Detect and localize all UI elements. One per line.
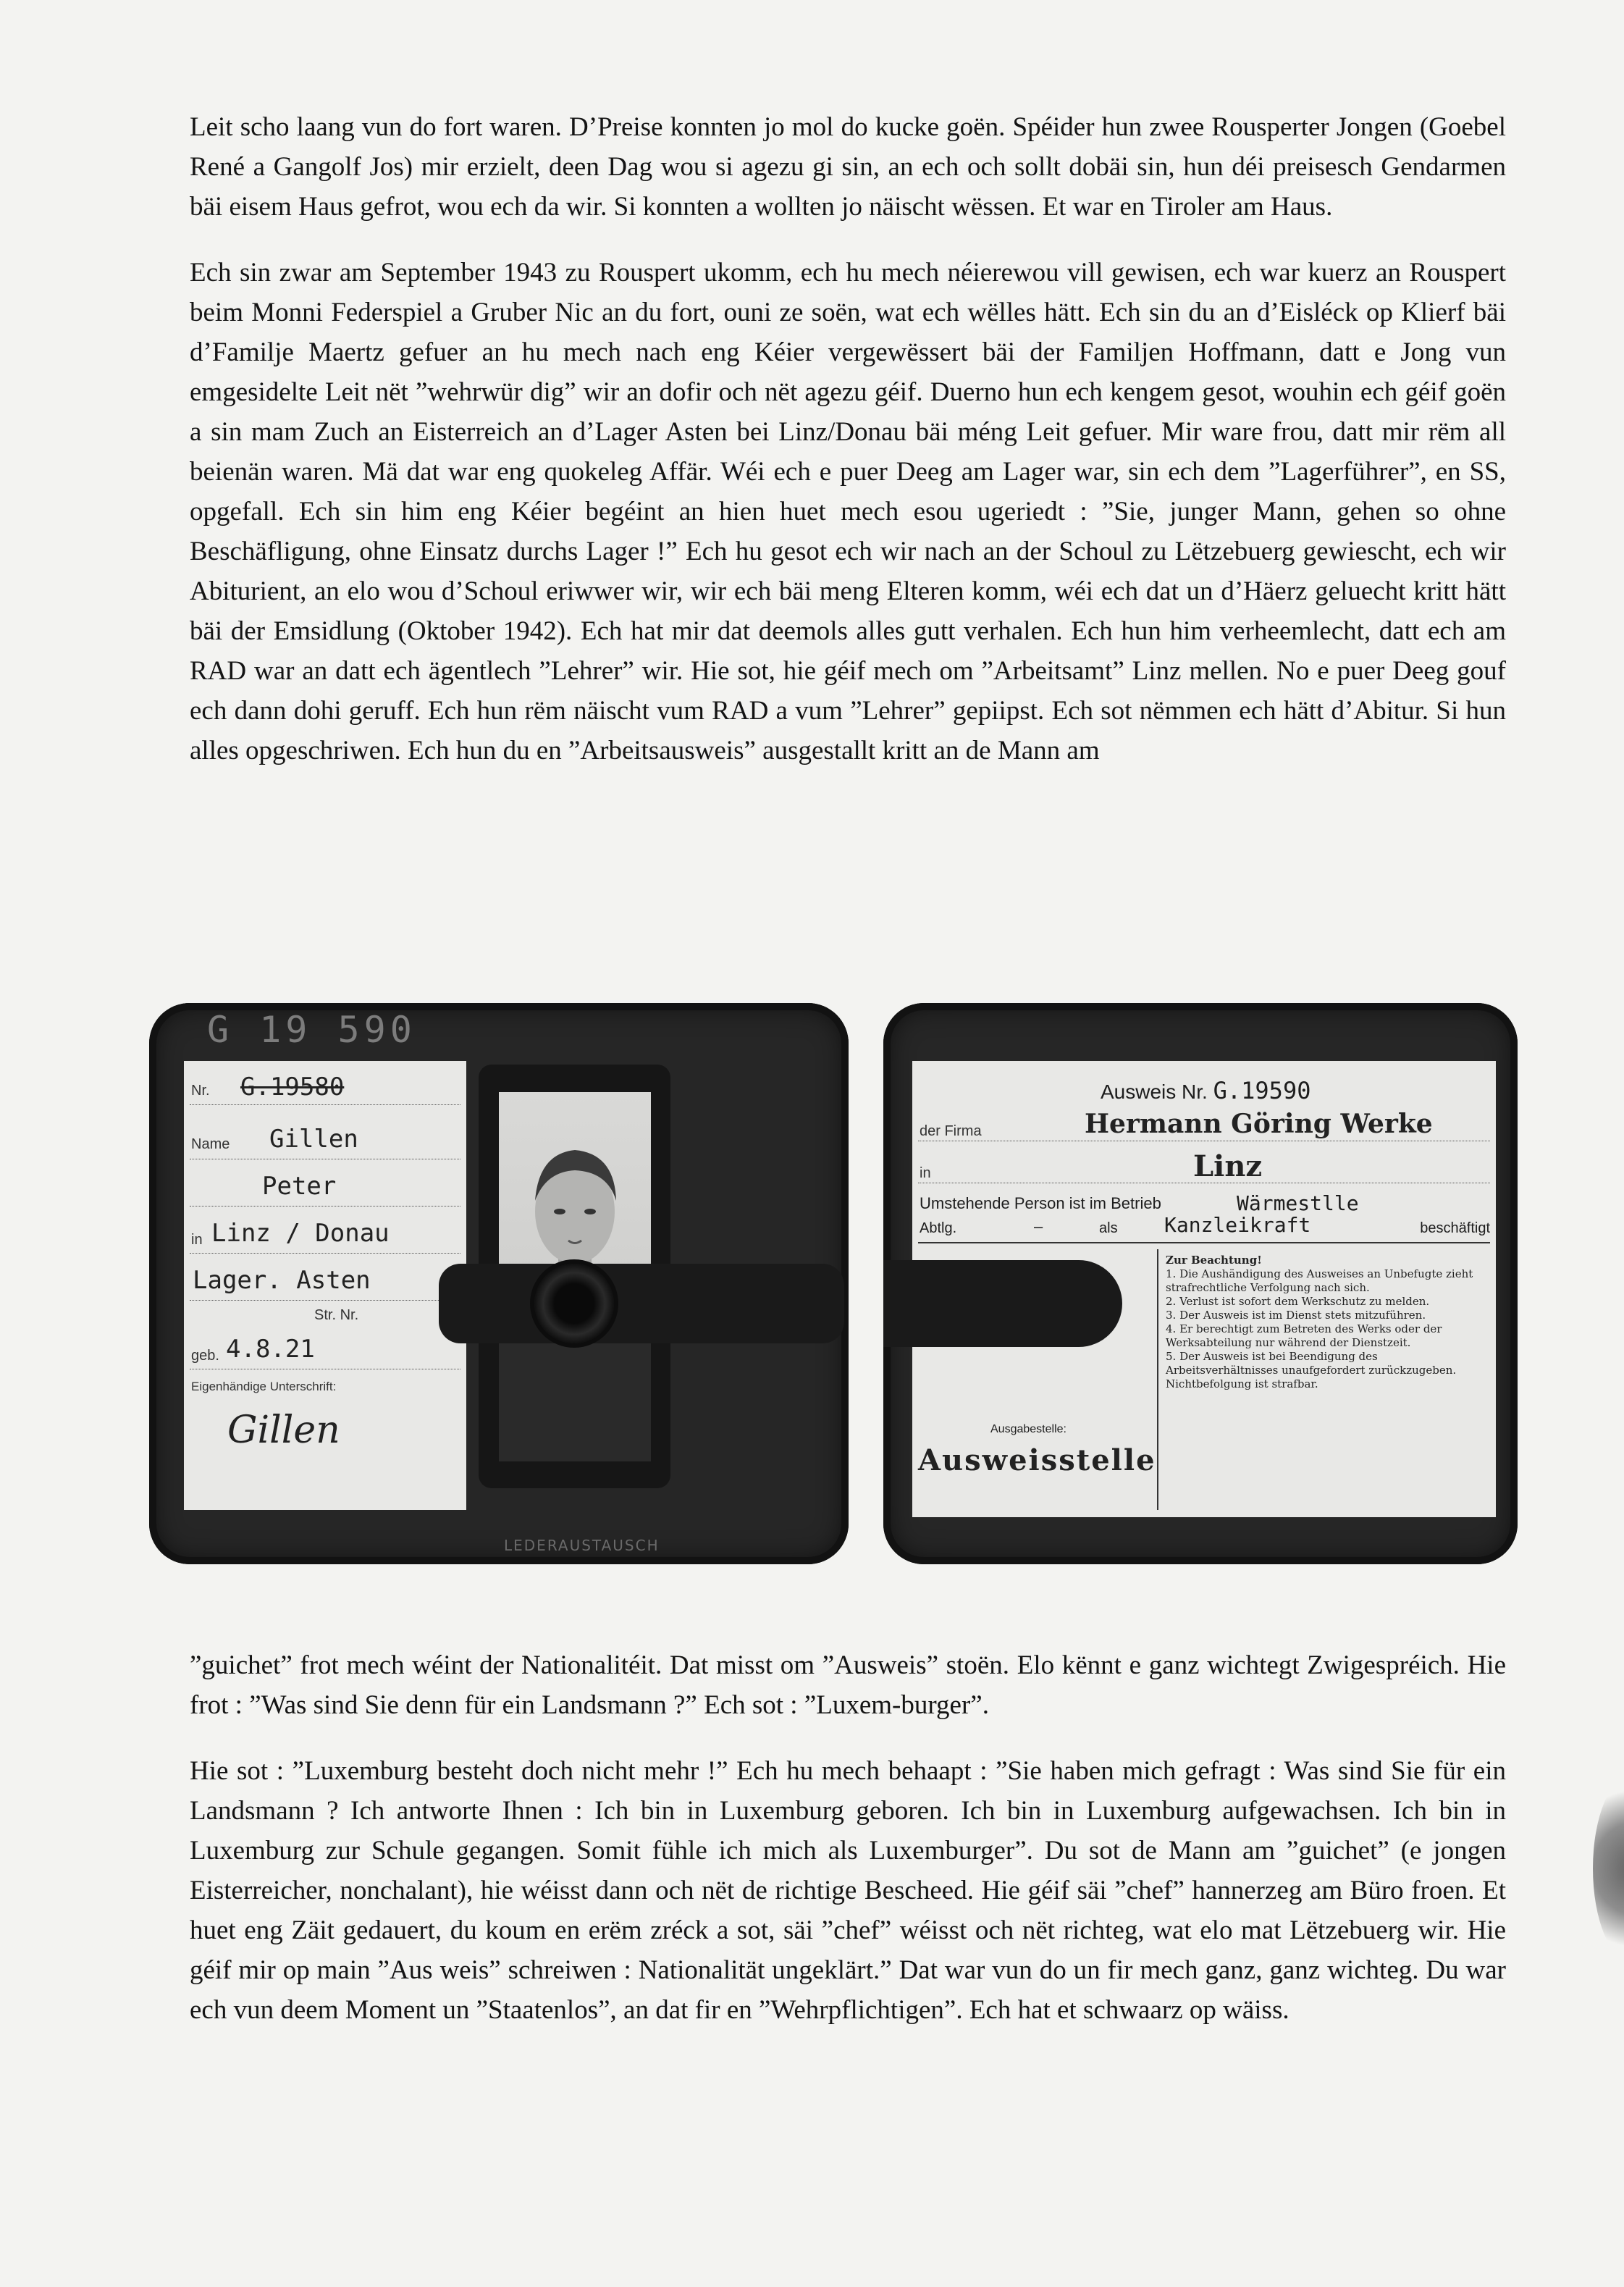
- als-label: als: [1099, 1220, 1118, 1236]
- page-edge-shadow: [1593, 1774, 1624, 1963]
- firstname: Peter: [262, 1172, 337, 1201]
- notice-list: [1166, 1254, 1484, 1391]
- street-label: Str. Nr.: [314, 1307, 359, 1323]
- paragraph: Hie sot : ”Luxemburg besteht doch nicht mehr !” Ech hu mech behaapt : ”Sie haben mich gefragt : Was sind Sie für ein Landsmann ? Ich antworte Ihnen : Ich bin in Luxemburg geboren. Ich bin in Luxemburg aufgewachsen. Ich bin in Luxemburg zur Schule gegangen. Somit fühle ich mich als Luxemburger”. Du sot de Mann am ”guichet” (e jongen Eisterreicher, nonchalant), hie wéisst dann och nët de richtige Bescheed. Hie géif säi ”chef” hannerzeg am Büro froen. Et huet eng Zäit gedauert, du koum en erëm zréck a sot, säi ”chef” wéisst och nët richteg, wat elo mat Lëtzebuerg wir. Hie géif mir op main ”Aus weis” schreiwen : Nationalität ungeklärt.” Dat war vun do un fir mech ganz, ganz wichteg. Du war ech vun deem Moment un ”Staatenlos”, an dat fir en ”Wehrpflichtigen”. Ech hat et schwaarz op wäiss.: [190, 1756, 1506, 2025]
- id-card-left: [149, 1003, 849, 1564]
- umstehende-text: Umstehende Person ist im Betrieb: [920, 1194, 1161, 1212]
- card-number: G.19580: [240, 1073, 345, 1101]
- ausweis-number: G.19590: [1213, 1077, 1311, 1104]
- notice-item: 5. Der Ausweis ist bei Beendigung des Arbeitsverhältnisses unaufgefordert zurückzugeben. Nichtbefolgung ist strafbar.: [1166, 1350, 1457, 1390]
- id-card-right: [883, 1003, 1518, 1564]
- card-form-left: [184, 1061, 466, 1510]
- street: Lager. Asten: [193, 1266, 371, 1295]
- ausgabestelle-value: Ausweisstelle: [918, 1443, 1156, 1477]
- abtlg-label: Abtlg.: [920, 1220, 957, 1236]
- notice-item: 4. Er berechtigt zum Betreten des Werks oder der Werksabteilung nur während der Dienstzeit.: [1166, 1322, 1442, 1349]
- ausweis-label: Ausweis Nr.: [1101, 1080, 1208, 1103]
- paragraph: Ech sin zwar am September 1943 zu Rouspert ukomm, ech hu mech néierewou vill gewisen, ech war kuerz an Rouspert beim Monni Federspiel a Gruber Nic an du fort, ouni ze soën, wat ech wëlles hätt. Ech sin du an d’Eisléck op Klierf bäi d’Familje Maertz gefuer an hu mech nach eng Kéier vergewëssert bäi der Familjen Hoffmann, datt e Jong vun emgesidelte Leit nët ”wehrwür dig” wir an dofir och nët agezu géif. Duerno hun ech kengem gesot, wouhin ech géif goën a sin mam Zuch an Eisterreich an d’Lager Asten bei Linz/Donau bäi méng Leit gefuer. Mir ware frou, datt mir rëm all beienän waren. Mä dat war eng quokeleg Affär. Wéi ech e puer Deeg am Lager war, sin ech dem ”Lagerführer”, en SS, opgefall. Ech sin him eng Kéier begéint an hien huet mech esou ugeriedt : ”Sie, junger Mann, gehen so ohne Beschäfligung, ohne Einsatz durchs Lager !” Ech hu gesot ech wir nach an der Schoul zu Lëtzebuerg gewiescht, ech wir Abiturient, an elo wou d’Schoul eriwwer wir, wir ech bäi meng Elteren komm, wéi ech dat un d’Häerz geluecht kritt hätt bäi der Emsidlung (Oktober 1942). Ech hat mir dat deemols alles gutt verhalen. Ech hun him verheemlecht, datt ech am RAD war an datt ech ägentlech ”Lehrer” wir. Hie sot, hie géif mech om ”Arbeitsamt” Linz mellen. No e puer Deeg gouf ech dann dohi geruff. Ech hun rëm näischt vum RAD a vum ”Lehrer” gepiipst. Ech sot nëmmen ech hätt d’Abitur. Si hun alles opgeschriwen. Ech hun du en ”Arbeitsausweis” ausgestallt kritt an de Mann am: [190, 258, 1506, 765]
- abtlg-value: –: [1034, 1217, 1043, 1235]
- card-strap: [439, 1264, 844, 1343]
- notice-title: Zur Beachtung!: [1166, 1254, 1262, 1267]
- born-label: geb.: [191, 1348, 219, 1364]
- firma-city: Linz: [1193, 1149, 1263, 1183]
- firma-label: der Firma: [920, 1123, 982, 1139]
- notice-item: 2. Verlust ist sofort dem Werkschutz zu melden.: [1166, 1295, 1430, 1308]
- notice-item: 3. Der Ausweis ist im Dienst stets mitzuführen.: [1166, 1309, 1426, 1322]
- als-value: Kanzleikraft: [1164, 1213, 1311, 1237]
- card-stamp-number: G 19 590: [207, 1009, 416, 1051]
- body-text-top: [190, 107, 1506, 797]
- city: Linz / Donau: [211, 1219, 390, 1248]
- birth-date: 4.8.21: [226, 1335, 315, 1364]
- card-strap-end: [883, 1260, 1122, 1347]
- nr-label: Nr.: [191, 1083, 210, 1099]
- surname: Gillen: [269, 1125, 358, 1154]
- in-label-right: in: [920, 1165, 931, 1181]
- paragraph: ”guichet” frot mech wéint der Nationalitéit. Dat misst om ”Ausweis” stoën. Elo kënnt e ganz wichtegt Zwigespréich. Hie frot : ”Was sind Sie denn für ein Landsmann ?” Ech sot : ”Luxem-burger”.: [190, 1650, 1506, 1720]
- signature: Gillen: [227, 1409, 340, 1452]
- name-label: Name: [191, 1136, 230, 1152]
- betrieb-value: Wärmestlle: [1237, 1191, 1359, 1215]
- ausgabestelle-label: Ausgabestelle:: [990, 1423, 1066, 1435]
- card-stamp-bottom: LEDERAUSTAUSCH: [504, 1537, 660, 1554]
- notice-item: 1. Die Aushändigung des Ausweises an Unbefugte zieht strafrechtliche Verfolgung nach sich.: [1166, 1267, 1473, 1294]
- in-label: in: [191, 1232, 203, 1248]
- beschaeftigt-label: beschäftigt: [1420, 1220, 1490, 1236]
- body-text-bottom: [190, 1645, 1506, 2056]
- press-stud: [534, 1264, 614, 1343]
- signature-label: Eigenhändige Unterschrift:: [191, 1380, 337, 1393]
- paragraph: Leit scho laang vun do fort waren. D’Preise konnten jo mol do kucke goën. Spéider hun zwee Rousperter Jongen (Goebel René a Gangolf Jos) mir erzielt, deen Dag wou si agezu gi sin, an ech och sollt dobäi sin, hun déi preisesch Gendarmen bäi eisem Haus gefrot, wou ech da wir. Si konnten a wollten jo näischt wëssen. Et war en Tiroler am Haus.: [190, 112, 1506, 222]
- firma-name: Hermann Göring Werke: [1085, 1109, 1433, 1139]
